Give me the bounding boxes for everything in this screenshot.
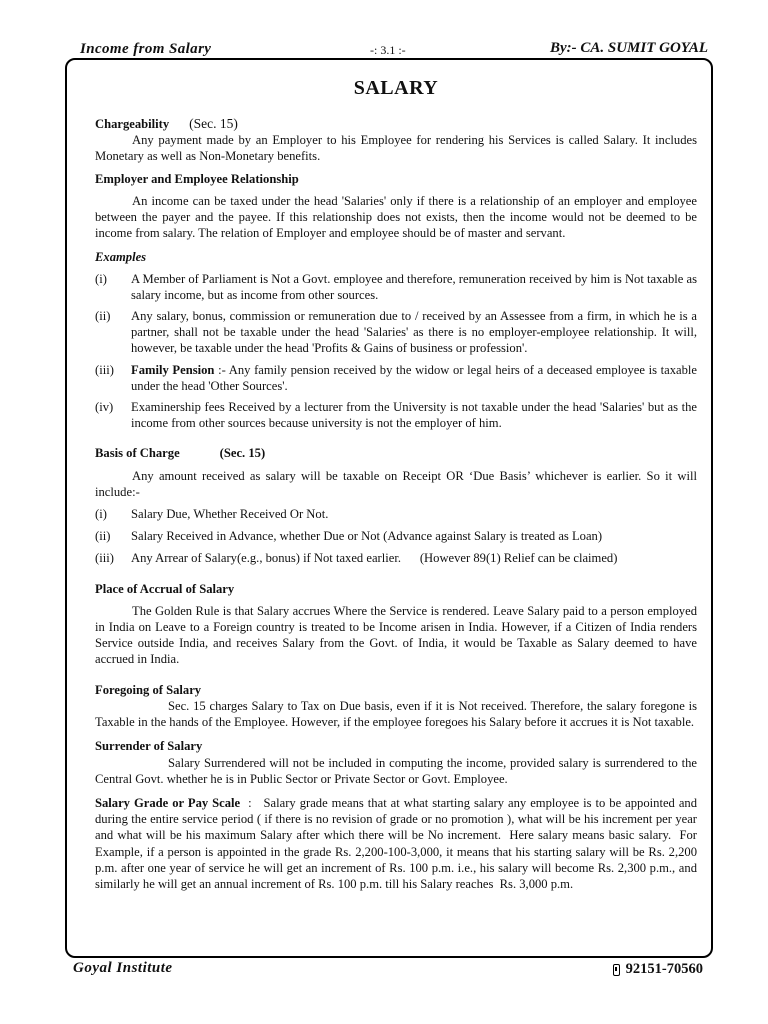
chargeability-section-ref: (Sec. 15)	[189, 116, 238, 131]
chargeability-heading	[95, 116, 697, 132]
surrender-text: Salary Surrendered will not be included in computing the income, provided salary is surrendered to the Central Govt. whether he is in Public Sector or Private Sector or Govt. Employee.	[95, 755, 697, 786]
list-item-number: (ii)	[95, 529, 111, 544]
list-item-text: Salary Due, Whether Received Or Not.	[131, 507, 329, 522]
header-page-number: -: 3.1 :-	[370, 43, 406, 57]
family-pension-text: :- Any family pension received by the widow or legal heirs of a deceased employee is taxable under the head 'Other Sources'.	[131, 362, 697, 393]
list-item	[95, 550, 697, 566]
list-item-text: Any Arrear of Salary(e.g., bonus) if Not taxed earlier. (However 89(1) Relief can be claimed)	[131, 551, 618, 566]
list-item-number: (iii)	[95, 551, 114, 566]
list-item-text: Examinership fees Received by a lecturer from the University is not taxable under the head 'Salaries' but as the income from other sources because university is not the employer of him.	[131, 400, 697, 431]
list-item	[95, 362, 697, 394]
list-item-number: (iii)	[95, 362, 114, 377]
list-item-text: A Member of Parliament is Not a Govt. employee and therefore, remuneration received by him is Not taxable as salary income, but as income from other sources.	[131, 271, 697, 302]
grade-text: : Salary grade means that at what starting salary any employee is to be appointed and during the entire service period ( if there is no revision of grade or no promotion ), what will be his increment per year and what will be his maximum Salary after which there will be No increment. Here salary means basic salary. For Example, if a person is appointed in the grade Rs. 2,200-100-3,000, it means that his starting salary will be Rs. 2,200 p.m. after one year of service he will get an increment of Rs. 100 p.m. i.e., his salary will become Rs. 2,300 p.m., and similarly he will get an annual increment of Rs. 100 p.m. till his Salary reaches Rs. 3,000 p.m.	[95, 795, 701, 891]
foregoing-heading: Foregoing of Salary	[95, 682, 202, 697]
basis-section-ref: (Sec. 15)	[219, 446, 266, 461]
chargeability-heading-label: Chargeability	[95, 117, 170, 131]
footer-phone: 92151-70560	[625, 961, 703, 977]
page-header	[0, 40, 768, 60]
family-pension-label: Family Pension	[131, 362, 215, 377]
list-item-number: (iv)	[95, 400, 114, 415]
basis-heading-label: Basis of Charge	[95, 446, 180, 461]
page-title: SALARY	[353, 77, 439, 99]
phone-icon	[613, 964, 620, 976]
list-item-number: (i)	[95, 507, 107, 522]
list-item	[95, 271, 697, 303]
list-item-number: (i)	[95, 271, 107, 286]
header-author: By:- CA. SUMIT GOYAL	[549, 40, 708, 56]
surrender-heading: Surrender of Salary	[95, 739, 203, 754]
relationship-heading: Employer and Employee Relationship	[95, 171, 299, 186]
document-body	[95, 74, 701, 892]
list-item	[95, 528, 697, 544]
list-item-number: (ii)	[95, 309, 111, 324]
list-item-text: Any salary, bonus, commission or remuneration due to / received by an Assessee from a firm, in which he is a partner, shall not be taxable under the head 'Salaries' as there is no employer-employee relationship. It will, however, be taxable under the head 'Profits & Gains of business or profession'.	[131, 309, 697, 356]
relationship-text: An income can be taxed under the head 'Salaries' only if there is a relationship of an employer and employee between the payer and the payee. If this relationship does not exists, then the income would not be deemed to be income from salary. The relation of Employer and employee should be of master and servant.	[95, 193, 697, 241]
list-item	[95, 399, 697, 431]
foregoing-text: Sec. 15 charges Salary to Tax on Due basis, even if it is Not received. Therefore, the salary foregone is Taxable in the hands of the Employee. However, if the employee foregoes his Salary before it accrues it is Not taxable.	[95, 698, 697, 730]
list-item-text: Salary Received in Advance, whether Due or Not (Advance against Salary is treated as Loan)	[131, 529, 603, 544]
list-item-text	[131, 362, 697, 394]
basis-text: Any amount received as salary will be taxable on Receipt OR ‘Due Basis’ whichever is earlier. So it will include:-	[95, 468, 697, 499]
examples-heading: Examples	[95, 250, 147, 265]
footer-contact	[613, 961, 703, 978]
grade-heading: Salary Grade or Pay Scale	[95, 795, 241, 810]
footer-institute: Goyal Institute	[73, 960, 173, 976]
page-footer	[0, 960, 768, 982]
chargeability-text: Any payment made by an Employer to his Employee for rendering his Services is called Salary. It includes Monetary as well as Non-Monetary benefits.	[95, 133, 697, 164]
list-item	[95, 308, 697, 357]
header-subject: Income from Salary	[80, 41, 212, 57]
list-item	[95, 506, 697, 522]
accrual-heading: Place of Accrual of Salary	[95, 581, 235, 596]
basis-heading	[95, 445, 697, 461]
accrual-text: The Golden Rule is that Salary accrues Where the Service is rendered. Leave Salary paid to a person employed in India on Leave to a Foreign country is treated to be Income arisen in India. However, if a Citizen of India renders Service outside India, and receives Salary from the Govt. of India, it would be Taxable as Salary deemed to have accrued in India.	[95, 603, 697, 667]
grade-paragraph	[95, 795, 701, 892]
